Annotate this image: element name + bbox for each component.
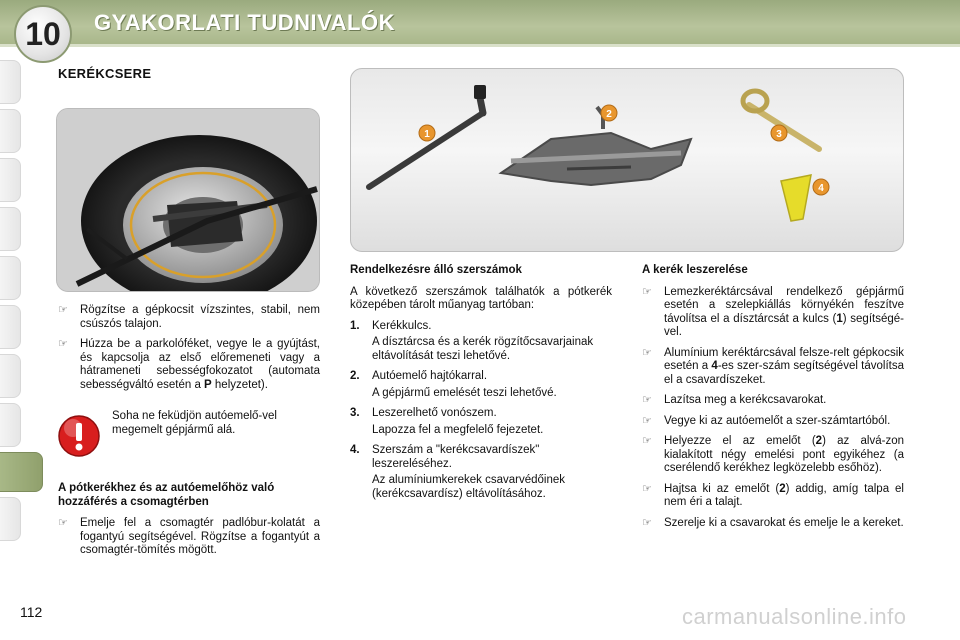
tool-name: Autóemelő hajtókarral. xyxy=(372,370,488,382)
spare-wheel-photo xyxy=(56,108,320,292)
list-item xyxy=(642,394,904,408)
pointing-hand-icon: ☞ xyxy=(642,394,652,406)
instruction-text: Rögzítse a gépkocsit vízszintes, stabil, nem csúszós talajon. xyxy=(80,304,320,330)
tool-number: 3. xyxy=(350,407,360,419)
label-4-badge xyxy=(813,179,829,195)
label-1: 1 xyxy=(424,129,430,140)
pointing-hand-icon: ☞ xyxy=(642,516,652,529)
tool-description: Lapozza fel a megfelelő fejezetet. xyxy=(372,423,544,436)
tool-number: 1. xyxy=(350,319,360,332)
list-item xyxy=(642,286,904,340)
tool-name: Szerszám a "kerékcsavardíszek" leszereléséhez. xyxy=(372,444,540,470)
section-title: KERÉKCSERE xyxy=(58,66,152,81)
pointing-hand-icon: ☞ xyxy=(58,304,68,316)
label-2-badge xyxy=(601,105,617,121)
list-item xyxy=(642,517,904,531)
spare-wheel-illustration xyxy=(57,109,319,291)
instruction-text: Lemezkeréktárcsával rendelkező gépjármű esetén a szelepkiállás környékén feszítve távolítsa el a dísztárcsát a kulcs (1) segítségé-vel. xyxy=(664,285,904,338)
page-number: 112 xyxy=(20,604,43,620)
tools-illustration xyxy=(351,69,903,251)
chapter-tabs xyxy=(0,60,30,546)
tools-intro: A következő szerszámok találhatók a pótkerék közepében tárolt műanyag tartóban: xyxy=(350,285,612,311)
warning-text: Soha ne feküdjön autóemelő-vel megemelt gépjármű alá. xyxy=(112,410,277,436)
list-item xyxy=(58,517,320,558)
right-column xyxy=(642,264,904,537)
instruction-text: Alumínium keréktárcsával felsze-relt gépkocsik esetén a 4-es szer-szám segítségével távolítsa el a csavardíszeket. xyxy=(664,346,904,386)
label-1-badge xyxy=(419,125,435,141)
left-column xyxy=(58,304,320,399)
chapter-title: GYAKORLATI TUDNIVALÓK xyxy=(94,10,395,35)
list-item xyxy=(58,304,320,331)
chapter-tab[interactable] xyxy=(0,60,21,104)
pointing-hand-icon: ☞ xyxy=(642,435,652,447)
watermark: carmanualsonline.info xyxy=(682,604,907,629)
list-item xyxy=(642,435,904,476)
label-3-badge xyxy=(771,125,787,141)
chapter-tab[interactable] xyxy=(0,207,21,251)
tool-description: A dísztárcsa és a kerék rögzítőcsavarjainak eltávolítását teszi lehetővé. xyxy=(372,336,594,362)
removal-heading: A kerék leszerelése xyxy=(642,264,748,276)
label-3: 3 xyxy=(776,129,782,140)
instruction-text: Hajtsa ki az emelőt (2) addig, amíg talpa el nem éri a talajt. xyxy=(664,482,904,508)
chapter-tab[interactable] xyxy=(0,403,21,447)
tool-item xyxy=(350,444,612,471)
label-2: 2 xyxy=(606,109,612,120)
list-item xyxy=(642,415,904,429)
chapter-tab[interactable] xyxy=(0,109,21,153)
pointing-hand-icon: ☞ xyxy=(642,414,652,427)
tool-item xyxy=(350,320,612,334)
chapter-number-badge: 10 xyxy=(14,5,72,63)
bolt-cap-tool-icon xyxy=(781,175,811,221)
tools-heading: Rendelkezésre álló szerszámok xyxy=(350,264,522,276)
pointing-hand-icon: ☞ xyxy=(642,285,652,298)
pointing-hand-icon: ☞ xyxy=(642,482,652,495)
chapter-tab[interactable] xyxy=(0,354,21,398)
chapter-tab[interactable] xyxy=(0,305,21,349)
tool-description: Az alumíniumkerekek csavarvédőinek (kerékcsavardísz) eltávolításához. xyxy=(372,474,566,500)
list-item xyxy=(642,347,904,388)
middle-column xyxy=(350,264,612,508)
pointing-hand-icon: ☞ xyxy=(58,338,68,350)
chapter-tab[interactable] xyxy=(0,256,21,300)
header-divider xyxy=(0,44,960,47)
instruction-text: Emelje fel a csomagtér padlóbur-kolatát a fogantyú segítségével. Rögzítse a fogantyút a csomagtér-tömítés mögött. xyxy=(80,517,320,556)
list-item xyxy=(58,338,320,392)
tool-name: Kerékkulcs. xyxy=(372,319,432,332)
tool-item xyxy=(350,370,612,384)
instruction-text: Helyezze el az emelőt (2) az alvá-zon kialakított négy emelési pont egyikéhez (a cserélendő kerékhez legközelebb esőhöz). xyxy=(664,435,904,474)
wheel-wrench-icon xyxy=(369,113,483,187)
chapter-tab-active[interactable] xyxy=(0,452,43,492)
tool-description: A gépjármű emelését teszi lehetővé. xyxy=(372,386,557,399)
tool-number: 2. xyxy=(350,370,360,382)
access-section xyxy=(58,482,320,565)
tool-number: 4. xyxy=(350,444,360,456)
instruction-text: Vegye ki az autóemelőt a szer-számtartóból. xyxy=(664,414,891,427)
list-item xyxy=(642,483,904,510)
tools-photo xyxy=(350,68,904,252)
pointing-hand-icon: ☞ xyxy=(642,346,652,359)
label-4: 4 xyxy=(818,183,824,194)
instruction-text: Lazítsa meg a kerékcsavarokat. xyxy=(664,394,827,406)
instruction-text: Szerelje ki a csavarokat és emelje le a kereket. xyxy=(664,516,904,529)
chapter-tab[interactable] xyxy=(0,158,21,202)
access-heading: A pótkerékhez és az autóemelőhöz való hozzáférés a csomagtérben xyxy=(58,482,275,508)
tool-name: Leszerelhető vonószem. xyxy=(372,407,497,419)
pointing-hand-icon: ☞ xyxy=(58,517,68,529)
chapter-tab[interactable] xyxy=(0,497,21,541)
instruction-text: Húzza be a parkolóféket, vegye le a gyújtást, és kapcsolja az első előremeneti vagy a hátrameneti sebességfokozatot (automata sebességváltó esetén a P helyzetet). xyxy=(80,338,320,391)
warning-icon xyxy=(57,414,101,458)
tool-item xyxy=(350,407,612,421)
